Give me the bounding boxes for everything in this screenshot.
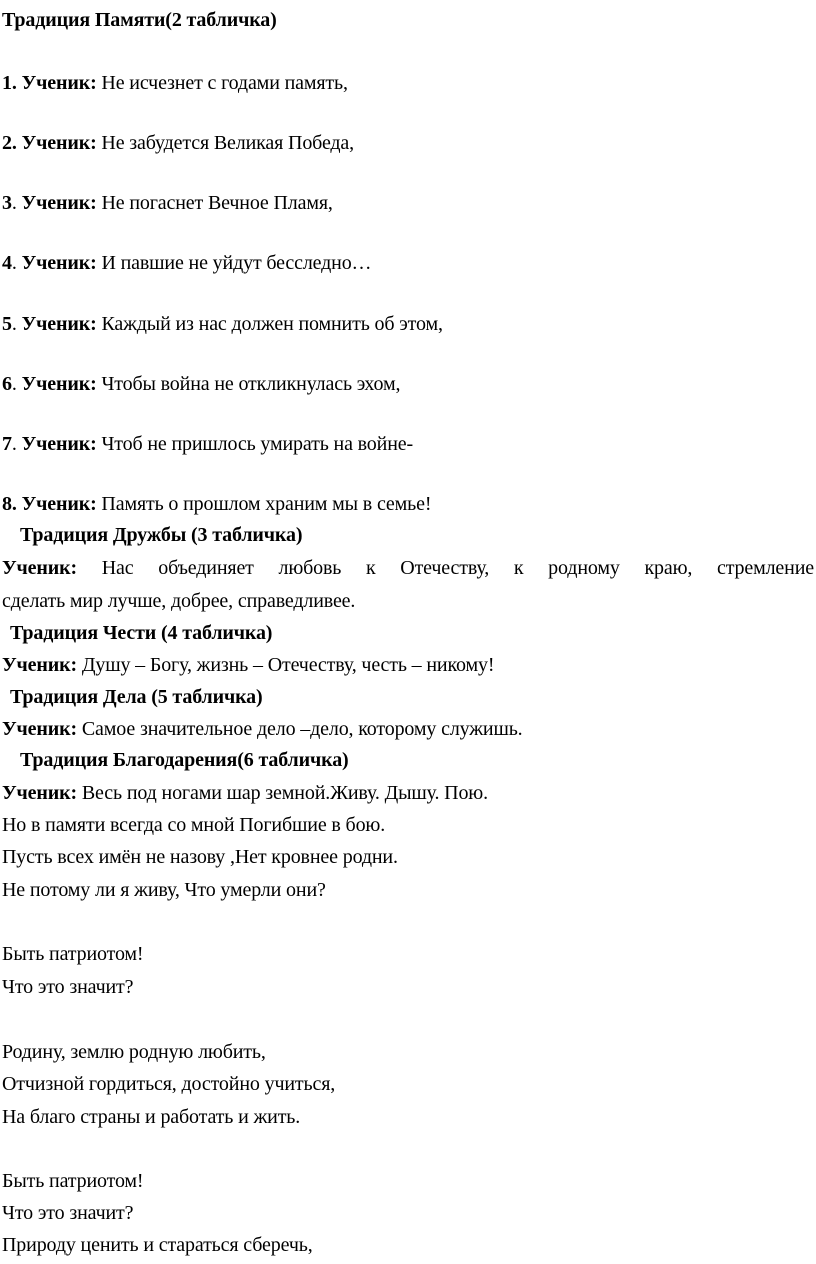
- line-number-dot: .: [11, 433, 17, 455]
- speaker-label: Ученик:: [21, 433, 97, 455]
- memory-line-7: [2, 431, 413, 457]
- friendship-line-2: сделать мир лучше, добрее, справедливее.: [2, 590, 356, 612]
- speaker-label: Ученик:: [2, 654, 78, 676]
- line-number: 2.: [2, 132, 17, 154]
- line-text: Память о прошлом храним мы в семье!: [96, 493, 432, 515]
- speaker-label: Ученик:: [21, 192, 97, 214]
- memory-title: Традиция Памяти(2 табличка): [2, 9, 277, 31]
- line-number-dot: .: [11, 192, 17, 214]
- line-text: Самое значительное дело –дело, которому служишь.: [77, 718, 523, 740]
- line-number: 4: [2, 252, 12, 274]
- gratitude-line-2: Но в памяти всегда со мной Погибшие в бою.: [2, 814, 386, 836]
- speaker-label: Ученик:: [21, 373, 97, 395]
- patriot-stanza-2-line-1: Родину, землю родную любить,: [2, 1041, 266, 1063]
- memory-line-8: [2, 491, 431, 517]
- speaker-label: Ученик:: [21, 132, 97, 154]
- gratitude-heading: Традиция Благодарения(6 табличка): [20, 749, 349, 771]
- patriot-stanza-3-line-2: Что это значит?: [2, 1202, 134, 1224]
- line-text: Чтобы война не откликнулась эхом,: [96, 373, 401, 395]
- patriot-stanza-2-line-3: На благо страны и работать и жить.: [2, 1106, 301, 1128]
- line-number-dot: .: [11, 252, 17, 274]
- line-text: Не забудется Великая Победа,: [96, 132, 355, 154]
- line-number: 8.: [2, 493, 17, 515]
- gratitude-line-4: Не потому ли я живу, Что умерли они?: [2, 879, 326, 901]
- memory-line-3: [2, 190, 333, 216]
- friendship-line-1: [2, 555, 814, 581]
- line-text: Каждый из нас должен помнить об этом,: [96, 313, 443, 335]
- honor-line: [2, 652, 494, 678]
- speaker-label: Ученик:: [21, 313, 97, 335]
- line-text: Не исчезнет с годами память,: [96, 72, 348, 94]
- line-text: Не погаснет Вечное Пламя,: [96, 192, 333, 214]
- patriot-stanza-1-line-2: Что это значит?: [2, 976, 134, 998]
- speaker-label: Ученик:: [2, 557, 78, 579]
- speaker-label: Ученик:: [2, 718, 78, 740]
- speaker-label: Ученик:: [21, 72, 97, 94]
- line-text: Чтоб не пришлось умирать на войне-: [96, 433, 414, 455]
- honor-heading: Традиция Чести (4 табличка): [10, 622, 273, 644]
- line-text: Весь под ногами шар земной.Живу. Дышу. Пою.: [77, 782, 488, 804]
- memory-line-2: [2, 130, 354, 156]
- patriot-stanza-3-line-1: Быть патриотом!: [2, 1170, 144, 1192]
- memory-line-4: [2, 250, 371, 276]
- speaker-label: Ученик:: [2, 782, 78, 804]
- line-number: 3: [2, 192, 12, 214]
- deed-heading: Традиция Дела (5 табличка): [10, 686, 263, 708]
- line-number: 7: [2, 433, 12, 455]
- deed-line: [2, 716, 523, 742]
- line-number-dot: .: [11, 373, 17, 395]
- gratitude-line-1: [2, 780, 488, 806]
- line-text: И павшие не уйдут бесследно…: [96, 252, 372, 274]
- gratitude-line-3: Пусть всех имён не назову ,Нет кровнее родни.: [2, 846, 398, 868]
- line-number: 6: [2, 373, 12, 395]
- patriot-stanza-1-line-1: Быть патриотом!: [2, 943, 144, 965]
- line-text: Нас объединяет любовь к Отечеству, к родному краю, стремление: [77, 557, 814, 579]
- friendship-heading: Традиция Дружбы (3 табличка): [20, 524, 303, 546]
- memory-line-6: [2, 371, 400, 397]
- line-number-dot: .: [11, 313, 17, 335]
- speaker-label: Ученик:: [21, 493, 97, 515]
- memory-line-5: [2, 311, 443, 337]
- patriot-stanza-2-line-2: Отчизной гордиться, достойно учиться,: [2, 1073, 336, 1095]
- patriot-stanza-3-line-3: Природу ценить и стараться сберечь,: [2, 1234, 313, 1256]
- line-number: 1.: [2, 72, 17, 94]
- line-text: Душу – Богу, жизнь – Отечеству, честь – никому!: [77, 654, 495, 676]
- line-number: 5: [2, 313, 12, 335]
- speaker-label: Ученик:: [21, 252, 97, 274]
- memory-line-1: [2, 70, 348, 96]
